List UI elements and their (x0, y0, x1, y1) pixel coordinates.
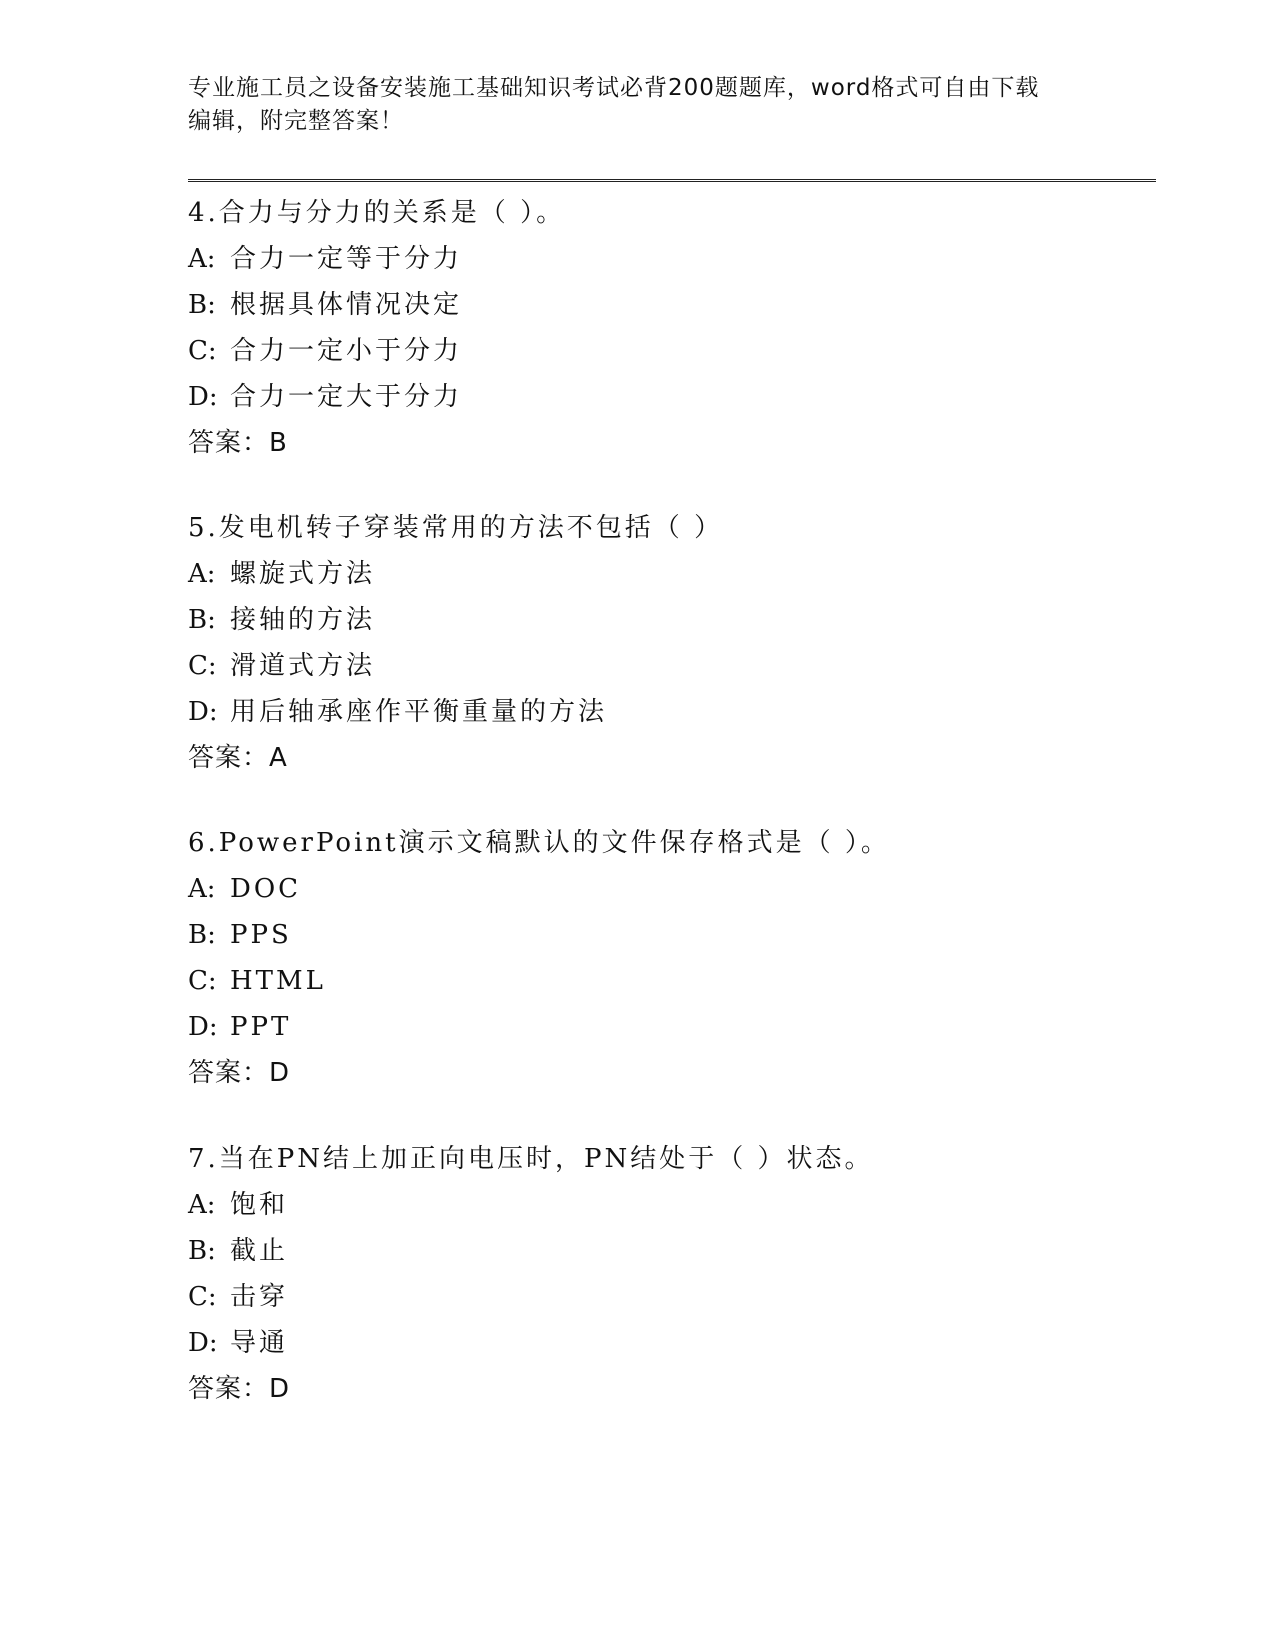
option-d (188, 374, 1168, 420)
answer-line: 答案：A (188, 743, 288, 773)
document-header (188, 72, 1088, 138)
question-7 (188, 1136, 1168, 1412)
option-letter: A: (188, 244, 216, 274)
option-letter: C: (188, 336, 217, 366)
option-text: DOC (230, 874, 302, 904)
option-d (188, 1320, 1168, 1366)
option-letter: D: (188, 1012, 218, 1042)
option-letter: A: (188, 559, 216, 589)
option-b (188, 912, 1168, 958)
header-line-2: 编辑，附完整答案！ (188, 108, 404, 134)
option-text: 用后轴承座作平衡重量的方法 (230, 697, 608, 727)
question-stem: 6.PowerPoint演示文稿默认的文件保存格式是（ ）。 (188, 828, 890, 858)
option-d (188, 1004, 1168, 1050)
option-text: 接轴的方法 (230, 605, 376, 635)
option-b (188, 597, 1168, 643)
option-text: 饱和 (230, 1190, 289, 1220)
option-text: HTML (230, 966, 326, 996)
option-c (188, 643, 1168, 689)
option-letter: B: (188, 605, 216, 635)
option-letter: B: (188, 1236, 216, 1266)
option-text: 击穿 (230, 1282, 289, 1312)
option-text: 螺旋式方法 (230, 559, 376, 589)
option-a (188, 1182, 1168, 1228)
header-divider (188, 179, 1156, 182)
question-stem: 7.当在PN结上加正向电压时，PN结处于（ ）状态。 (188, 1144, 874, 1174)
option-letter: A: (188, 1190, 216, 1220)
option-text: PPT (230, 1012, 292, 1042)
option-text: 合力一定等于分力 (230, 244, 463, 274)
option-text: PPS (230, 920, 292, 950)
option-a (188, 236, 1168, 282)
option-c (188, 1274, 1168, 1320)
option-b (188, 1228, 1168, 1274)
option-d (188, 689, 1168, 735)
question-5 (188, 505, 1168, 781)
option-text: 根据具体情况决定 (230, 290, 463, 320)
option-text: 合力一定大于分力 (230, 382, 463, 412)
option-text: 导通 (230, 1328, 289, 1358)
option-a (188, 866, 1168, 912)
option-letter: A: (188, 874, 216, 904)
question-stem: 4.合力与分力的关系是（ ）。 (188, 198, 566, 228)
question-6 (188, 820, 1168, 1096)
answer-line: 答案：B (188, 428, 288, 458)
header-line-1: 专业施工员之设备安装施工基础知识考试必背200题题库，word格式可自由下载 (188, 75, 1040, 101)
option-letter: C: (188, 966, 217, 996)
option-c (188, 328, 1168, 374)
option-letter: D: (188, 1328, 218, 1358)
option-letter: D: (188, 697, 218, 727)
option-letter: C: (188, 1282, 217, 1312)
option-letter: B: (188, 290, 216, 320)
option-b (188, 282, 1168, 328)
question-stem: 5.发电机转子穿装常用的方法不包括（ ） (188, 513, 724, 543)
option-text: 滑道式方法 (230, 651, 376, 681)
option-c (188, 958, 1168, 1004)
option-a (188, 551, 1168, 597)
option-letter: D: (188, 382, 218, 412)
answer-line: 答案：D (188, 1374, 291, 1404)
option-text: 合力一定小于分力 (230, 336, 463, 366)
option-letter: B: (188, 920, 216, 950)
question-4 (188, 190, 1168, 466)
answer-line: 答案：D (188, 1058, 291, 1088)
option-text: 截止 (230, 1236, 289, 1266)
option-letter: C: (188, 651, 217, 681)
